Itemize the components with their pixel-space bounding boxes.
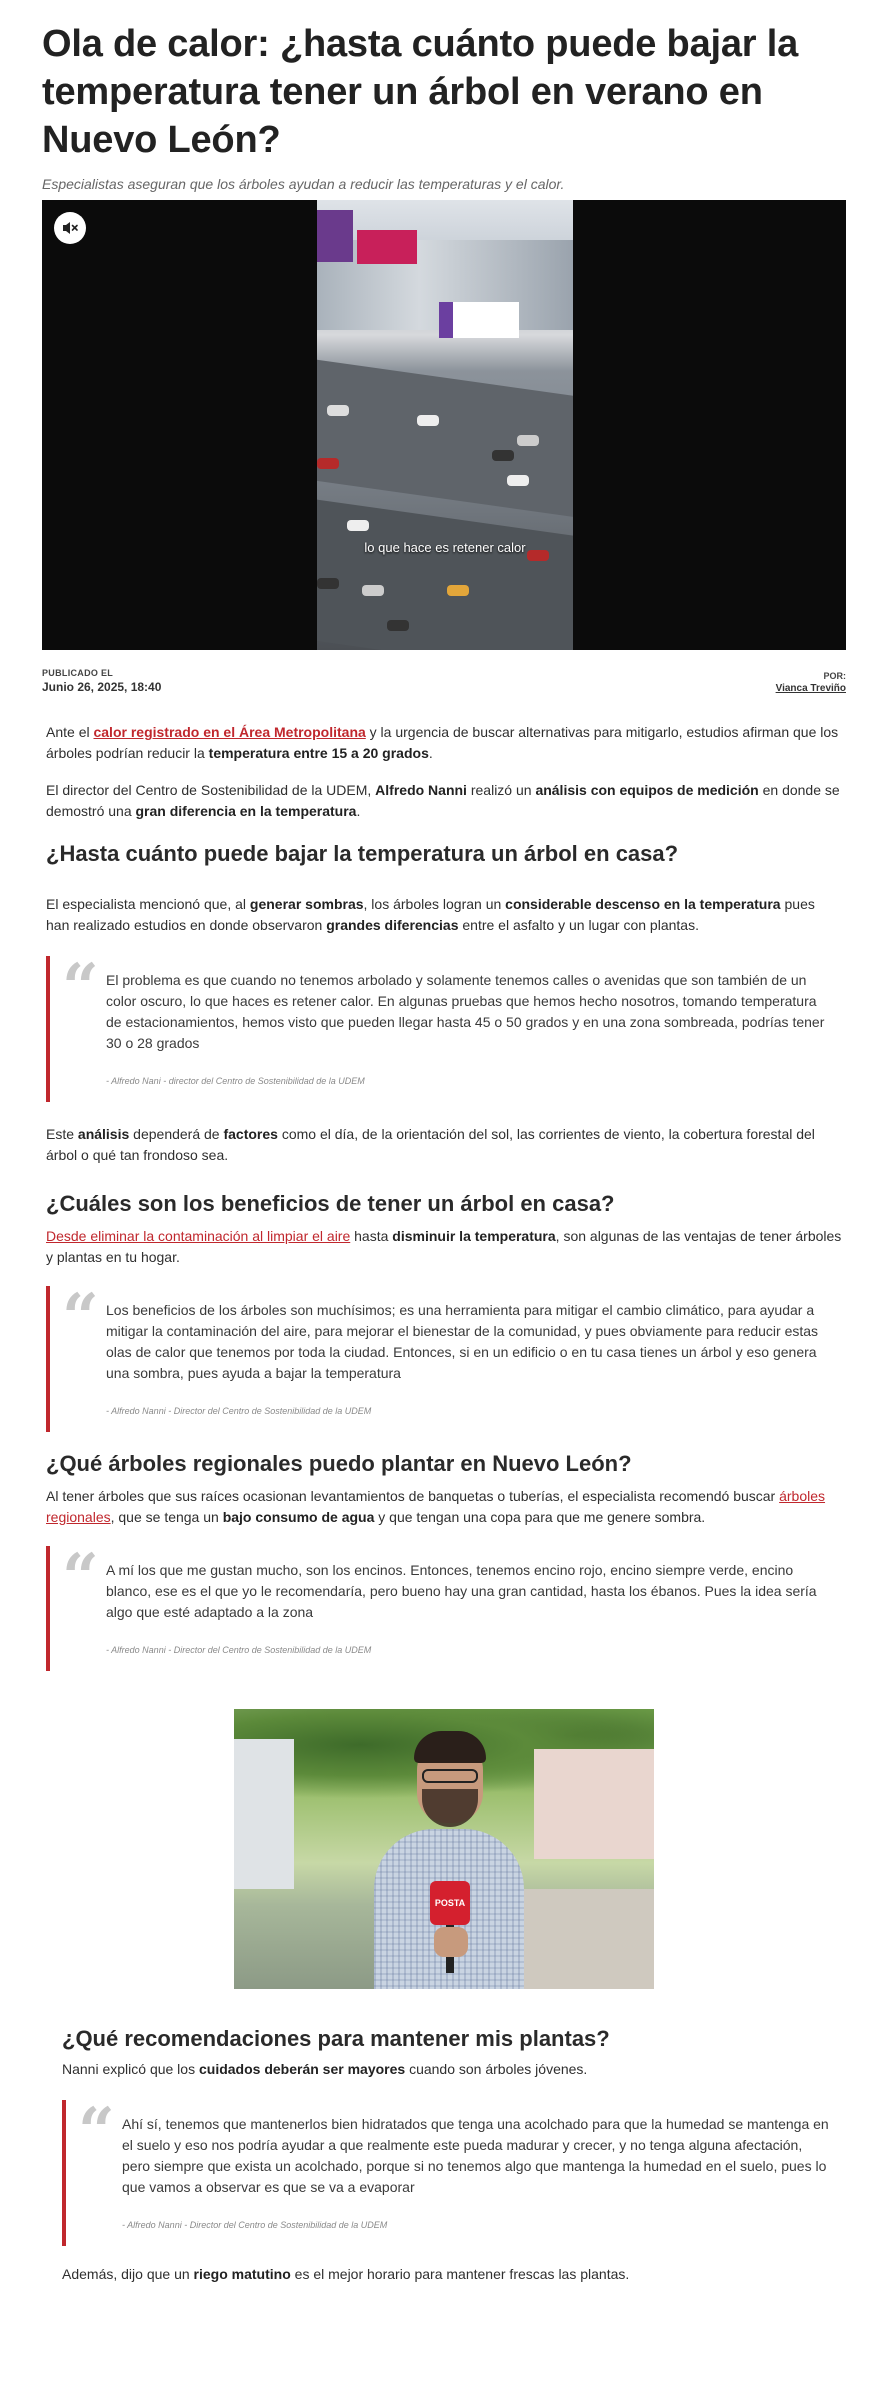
video-player[interactable] [42,200,846,650]
mute-toggle-button[interactable] [54,212,86,244]
quote-citation: - Alfredo Nanni - Director del Centro de Sostenibilidad de la UDEM [122,2220,388,2230]
section-heading-arboles-regionales: ¿Qué árboles regionales puedo plantar en Nuevo León? [46,1451,632,1476]
paragraph-riego: Además, dijo que un riego matutino es el mejor horario para mantener frescas las plantas. [62,2266,630,2282]
paragraph-ventajas: Desde eliminar la contaminación al limpiar el aire hasta disminuir la temperatura, son algunas de las ventajas de tener árboles y plantas en tu hogar. [46,1228,842,1265]
article-meta [42,668,846,694]
quote-mark-icon: “ [78,2094,115,2169]
blockquote-3 [46,1540,842,1671]
quote-mark-icon: “ [62,1540,99,1615]
paragraph-recomendacion: Al tener árboles que sus raíces ocasionan levantamientos de banquetas o tuberías, el especialista recomendó buscar árboles regionales, que se tenga un bajo consumo de agua y que tengan una copa para que me genere sombra. [46,1488,826,1525]
paragraph-cuidados: Nanni explicó que los cuidados deberán ser mayores cuando son árboles jóvenes. [62,2061,588,2077]
quote-citation: - Alfredo Nani - director del Centro de Sostenibilidad de la UDEM [106,1076,365,1086]
article-body [42,722,846,2285]
author-link[interactable]: Vianca Treviño [775,683,846,694]
blockquote-4 [62,2094,842,2246]
paragraph-director: El director del Centro de Sostenibilidad de la UDEM, Alfredo Nanni realizó un análisis con equipos de medición en donde se demostró una gran diferencia en la temperatura. [46,782,840,819]
section-heading-temperatura: ¿Hasta cuánto puede bajar la temperatura un árbol en casa? [46,841,679,866]
quote-text: Los beneficios de los árboles son muchísimos; es una herramienta para mitigar el cambio climático, para ayudar a mitigar la contaminación del aire, para mejorar el bienestar de la comunidad, y pues obviamente para reducir estas olas de calor que tenemos por toda la ciudad. Entonces, si en un edificio o en tu casa tienes un árbol y eso genera una sombra, pues ayuda a bajar la temperatura [106,1302,819,1381]
video-frame[interactable] [317,200,573,650]
quote-text: Ahí sí, tenemos que mantenerlos bien hidratados que tenga una acolchado para que la humedad se mantenga en el suelo y eso nos podría ayudar a que realmente este pueda madurar y crecer, y no tenga alguna afectación, pero siempre que exista un acolchado, porque si no tenemos algo que mantenga la humedad en el suelo, pues lo que vamos a observar es que se va a evaporar [122,2116,829,2195]
section-recomendaciones [46,2025,842,2285]
link-contaminacion-aire[interactable]: Desde eliminar la contaminación al limpiar el aire [46,1228,351,1244]
paragraph-intro: Ante el calor registrado en el Área Metropolitana y la urgencia de buscar alternativas para mitigarlo, estudios afirman que los árboles podrían reducir la temperatura entre 15 a 20 grados. [46,724,839,761]
article-photo [234,1709,654,1989]
quote-mark-icon: “ [62,950,99,1025]
paragraph-factores: Este análisis dependerá de factores como el día, de la orientación del sol, las corrientes de viento, la cobertura forestal del árbol o qué tan frondoso sea. [46,1126,815,1163]
link-arboles-regionales[interactable]: árboles regionales [46,1488,826,1525]
microphone-logo: POSTA [430,1881,470,1925]
video-caption: lo que hace es retener calor [364,540,526,555]
blockquote-2 [46,1280,842,1432]
quote-citation: - Alfredo Nanni - Director del Centro de Sostenibilidad de la UDEM [106,1406,372,1416]
section-heading-recomendaciones: ¿Qué recomendaciones para mantener mis plantas? [62,2026,610,2051]
published-block [42,668,161,694]
article-headline: Ola de calor: ¿hasta cuánto puede bajar la temperatura tener un árbol en verano en Nuevo León? [42,23,799,161]
quote-citation: - Alfredo Nanni - Director del Centro de Sostenibilidad de la UDEM [106,1645,372,1655]
quote-text: El problema es que cuando no tenemos arbolado y solamente tenemos calles o avenidas que son también de un color oscuro, lo que haces es retener calor. En algunas pruebas que hemos hecho nosotros, tomando temperatura de estacionamientos, hemos visto que pueden llegar hasta 45 o 50 grados y en una zona sombreada, podrías tener 30 o 28 grados [106,972,825,1051]
section-heading-beneficios: ¿Cuáles son los beneficios de tener un árbol en casa? [46,1191,615,1216]
article-subheadline: Especialistas aseguran que los árboles ayudan a reducir las temperaturas y el calor. [42,176,565,192]
by-label: POR: [823,671,846,681]
speaker-muted-icon [61,219,79,237]
published-date: Junio 26, 2025, 18:40 [42,680,162,694]
author-block [776,671,846,694]
blockquote-1 [46,950,842,1102]
quote-text: A mí los que me gustan mucho, son los encinos. Entonces, tenemos encino rojo, encino siempre verde, encino blanco, ese es el que yo le recomendaría, pero bueno hay una gran cantidad, hasta los ébanos. Pues la idea sería algo que esté adaptado a la zona [106,1562,817,1620]
published-label: PUBLICADO EL [42,668,114,678]
quote-mark-icon: “ [62,1280,99,1355]
paragraph-sombras: El especialista mencionó que, al generar sombras, los árboles logran un considerable descenso en la temperatura pues han realizado estudios en donde observaron grandes diferencias entre el asfalto y un lugar con plantas. [46,896,815,933]
link-calor-area-metropolitana[interactable]: calor registrado en el Área Metropolitana [93,724,366,740]
